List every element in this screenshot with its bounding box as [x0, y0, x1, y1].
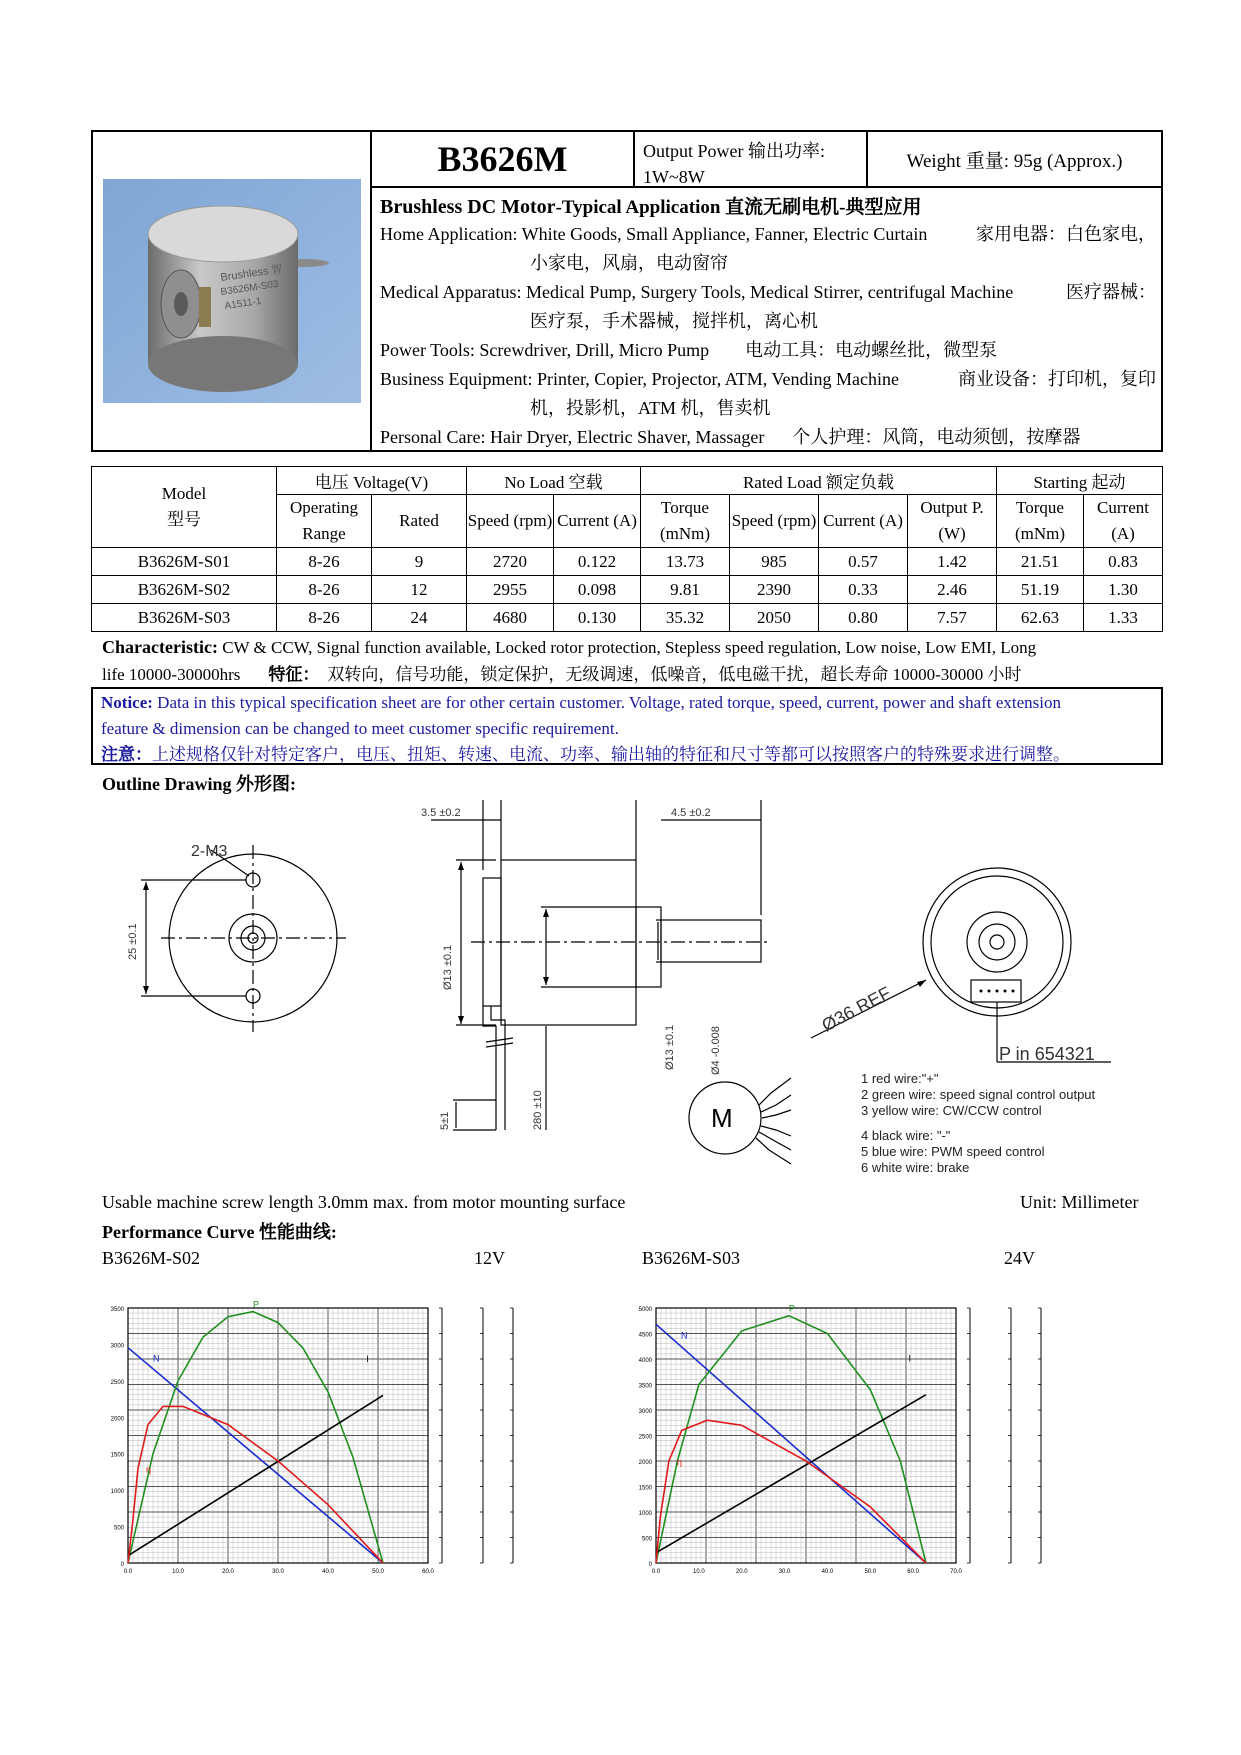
cell: 8-26	[277, 548, 372, 576]
cell: 1.42	[908, 548, 997, 576]
voltage-header: 电压 Voltage(V)	[277, 467, 467, 495]
application-title: Brushless DC Motor-Typical Application 直流无刷电机-典型应用	[380, 196, 922, 218]
grid	[656, 1308, 956, 1563]
cell: 13.73	[641, 548, 730, 576]
dim-5: 5±1	[439, 1111, 451, 1130]
performance-title: Performance Curve 性能曲线:	[102, 1222, 337, 1242]
cell: 0.130	[554, 604, 641, 632]
app-personal-care: Personal Care: Hair Dryer, Electric Shaver, Massager 个人护理：风筒，电动须刨，按摩器	[380, 427, 1081, 447]
cell: 62.63	[997, 604, 1084, 632]
series-label-P: P	[253, 1299, 260, 1310]
cell: 2050	[730, 604, 819, 632]
outline-title: Outline Drawing 外形图:	[102, 774, 297, 794]
cell: B3626M-S01	[92, 548, 277, 576]
dim-4-5: 4.5 ±0.2	[671, 807, 711, 819]
cell: 0.098	[554, 576, 641, 604]
table-row	[92, 576, 1163, 604]
series-label-N: N	[153, 1353, 160, 1364]
cell: 2390	[730, 576, 819, 604]
cell: 0.80	[819, 604, 908, 632]
cell: 1.33	[1084, 604, 1163, 632]
y-tick-label: 3500	[638, 1383, 652, 1390]
y-tick-label: 0	[648, 1562, 652, 1568]
y-tick-label: 1000	[638, 1511, 652, 1517]
wire-5: 5 blue wire: PWM speed control	[861, 1144, 1045, 1159]
x-tick-label: 0.0	[651, 1569, 661, 1575]
col-operating-range: Operating Range	[277, 495, 372, 548]
right-voltage: 24V	[1004, 1248, 1035, 1268]
spec-table	[91, 466, 1163, 632]
wire-1: 1 red wire:"+"	[861, 1071, 939, 1086]
series-label-η: η	[676, 1457, 682, 1467]
y-tick-label: 1500	[638, 1485, 652, 1492]
svg-text:A1511-1: A1511-1	[223, 295, 263, 312]
y-tick-label: 3500	[110, 1307, 124, 1313]
cell: 0.57	[819, 548, 908, 576]
x-tick-label: 10.0	[693, 1569, 705, 1575]
starting-header: Starting 起动	[997, 467, 1163, 495]
col-st-torque: Torque (mNm)	[997, 495, 1084, 548]
cell: 9.81	[641, 576, 730, 604]
col-nl-current: Current (A)	[554, 495, 641, 548]
x-tick-label: 20.0	[222, 1569, 234, 1575]
model-title: B3626M	[437, 139, 568, 179]
output-power: Output Power 输出功率: 1W~8W	[643, 141, 825, 187]
unit-label: Unit: Millimeter	[1020, 1192, 1139, 1212]
dim-25: 25 ±0.1	[127, 923, 139, 960]
weight: Weight 重量: 95g (Approx.)	[906, 150, 1123, 172]
y-tick-label: 5000	[638, 1307, 652, 1313]
series-label-I: I	[908, 1353, 912, 1364]
performance-chart-s02	[100, 1280, 520, 1600]
col-rl-output: Output P. (W)	[908, 495, 997, 548]
dim-13b: Ø13 ±0.1	[664, 1024, 676, 1070]
y-tick-label: 4000	[638, 1358, 652, 1364]
cell: 0.122	[554, 548, 641, 576]
dim-m3: 2-M3	[191, 843, 228, 860]
model-header: Model 型号	[92, 467, 277, 548]
y-tick-label: 500	[641, 1536, 652, 1543]
pin-label: P in 654321	[999, 1044, 1095, 1064]
cell: 0.83	[1084, 548, 1163, 576]
noload-header: No Load 空载	[467, 467, 641, 495]
cell: B3626M-S03	[92, 604, 277, 632]
motor-photo	[103, 179, 361, 403]
series-N	[128, 1348, 383, 1563]
dim-280: 280 ±10	[532, 1090, 544, 1130]
x-tick-label: 30.0	[272, 1569, 284, 1575]
performance-chart-s03	[628, 1280, 1048, 1600]
cell: 1.30	[1084, 576, 1163, 604]
y-tick-label: 2500	[638, 1434, 652, 1441]
col-rl-torque: Torque (mNm)	[641, 495, 730, 548]
app-business-zh: 机，投影机，ATM 机，售卖机	[530, 398, 771, 418]
cell: 7.57	[908, 604, 997, 632]
series-label-N: N	[681, 1330, 688, 1341]
series-label-I: I	[366, 1354, 369, 1365]
x-tick-label: 10.0	[172, 1569, 184, 1575]
cell: 21.51	[997, 548, 1084, 576]
table-row	[92, 548, 1163, 576]
cell: 2720	[467, 548, 554, 576]
y-tick-label: 2000	[110, 1416, 124, 1423]
table-row	[92, 604, 1163, 632]
x-tick-label: 50.0	[864, 1569, 877, 1575]
x-tick-label: 20.0	[735, 1569, 748, 1575]
app-medical-zh: 医疗泵，手术器械，搅拌机，离心机	[530, 311, 818, 331]
grid	[128, 1308, 428, 1563]
cell: 8-26	[277, 604, 372, 632]
cell: 985	[730, 548, 819, 576]
cell: 12	[372, 576, 467, 604]
col-rated: Rated	[372, 495, 467, 548]
cell: 51.19	[997, 576, 1084, 604]
x-tick-label: 60.0	[907, 1569, 919, 1575]
wire-3: 3 yellow wire: CW/CCW control	[861, 1103, 1042, 1118]
cell: 2.46	[908, 576, 997, 604]
app-business: Business Equipment: Printer, Copier, Projector, ATM, Vending Machine 商业设备：打印机，复印	[380, 369, 1156, 389]
cell: 4680	[467, 604, 554, 632]
y-tick-label: 1000	[110, 1489, 124, 1496]
y-tick-label: 500	[113, 1525, 124, 1532]
series-label-P: P	[788, 1303, 795, 1314]
notice-box: Notice: Data in this typical specification sheet are for other certain customer. Voltage, rated torque, speed, current, power and shaft extension feature & dimension can be changed to meet customer specific requirement. 注意：上述规格仅针对特定客户，电压、扭矩、转速、电流、功率、输出轴的特征和尺寸等都可以按照客户的特殊要求进行调整。	[91, 687, 1163, 765]
col-rl-current: Current (A)	[819, 495, 908, 548]
left-voltage: 12V	[474, 1248, 505, 1268]
y-tick-label: 1500	[110, 1452, 124, 1459]
wire-6: 6 white wire: brake	[861, 1160, 970, 1175]
cell: 24	[372, 604, 467, 632]
characteristic: Characteristic: CW & CCW, Signal function available, Locked rotor protection, Stepless speed regulation, Low noise, Low EMI, Long life 10000-30000hrs 特征： 双转向，信号功能，锁定保护，无级调速，低噪音，低电磁干扰，超长寿命 10000-30000 小时	[102, 637, 1037, 684]
x-tick-label: 70.0	[950, 1569, 962, 1575]
y-tick-label: 3000	[638, 1409, 652, 1415]
x-tick-label: 40.0	[821, 1569, 834, 1575]
dim-36: Ø36 REF	[818, 982, 895, 1036]
col-nl-speed: Speed (rpm)	[467, 495, 554, 548]
app-power-tools: Power Tools: Screwdriver, Drill, Micro Pump 电动工具：电动螺丝批，微型泵	[380, 340, 998, 360]
screw-note: Usable machine screw length 3.0mm max. from motor mounting surface	[102, 1192, 626, 1212]
app-home: Home Application: White Goods, Small Appliance, Fanner, Electric Curtain 家用电器：白色家电，	[380, 224, 1156, 244]
y-tick-label: 0	[120, 1562, 124, 1568]
x-tick-label: 50.0	[372, 1569, 384, 1575]
right-model: B3626M-S03	[642, 1248, 741, 1268]
header-box	[91, 130, 1163, 452]
dim-13a: Ø13 ±0.1	[442, 944, 454, 990]
x-tick-label: 0.0	[123, 1569, 133, 1575]
cell: 0.33	[819, 576, 908, 604]
ratedload-header: Rated Load 额定负载	[641, 467, 997, 495]
outline-drawing	[91, 800, 1191, 1200]
wire-2: 2 green wire: speed signal control output	[861, 1087, 1096, 1102]
cell: 35.32	[641, 604, 730, 632]
wire-4: 4 black wire: "-"	[861, 1128, 951, 1143]
left-model: B3626M-S02	[102, 1248, 201, 1268]
y-tick-label: 3000	[110, 1343, 124, 1350]
svg-text:B3626M-S03: B3626M-S03	[219, 278, 280, 298]
app-medical: Medical Apparatus: Medical Pump, Surgery Tools, Medical Stirrer, centrifugal Machine 医疗器械：	[380, 282, 1156, 302]
cell: 9	[372, 548, 467, 576]
cell: 2955	[467, 576, 554, 604]
dim-4: Ø4 -0.008	[710, 1026, 722, 1075]
svg-text:Brushless 智: Brushless 智	[219, 263, 284, 284]
x-tick-label: 60.0	[422, 1569, 434, 1575]
app-home-zh: 小家电，风扇，电动窗帘	[530, 253, 728, 273]
y-tick-label: 2500	[110, 1379, 124, 1386]
series-label-η: η	[146, 1464, 152, 1475]
y-tick-label: 2000	[638, 1460, 652, 1466]
col-rl-speed: Speed (rpm)	[730, 495, 819, 548]
cell: B3626M-S02	[92, 576, 277, 604]
cell: 8-26	[277, 576, 372, 604]
x-tick-label: 30.0	[778, 1569, 791, 1575]
series-P	[128, 1312, 383, 1563]
col-st-current: Current (A)	[1084, 495, 1163, 548]
dim-3-5: 3.5 ±0.2	[421, 807, 461, 819]
y-tick-label: 4500	[638, 1332, 652, 1339]
motor-symbol: M	[711, 1103, 733, 1133]
x-tick-label: 40.0	[322, 1569, 334, 1575]
applications-list	[380, 220, 1156, 452]
series-η	[128, 1406, 383, 1563]
